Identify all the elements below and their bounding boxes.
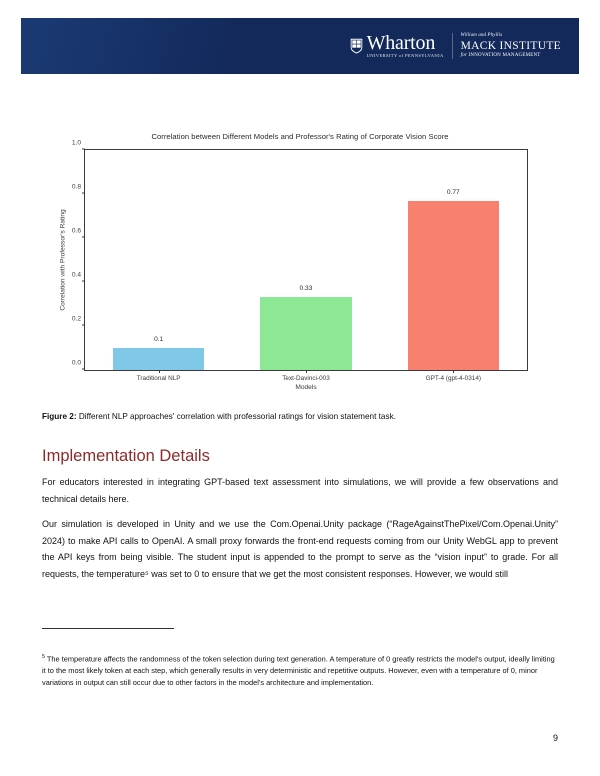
figure-caption [42,411,558,422]
figure-caption-text: Different NLP approaches' correlation with professorial ratings for vision statement task. [76,412,396,421]
x-axis-tick-label: GPT-4 (gpt-4-0314) [425,375,482,382]
footnote-text: The temperature affects the randomness of the token selection during text generation. A temperature of 0 greatly restricts the model's output, ideally limiting it to the most likely token at each step, which generally results in very deterministic and repetitive outputs. However, even with a temperature of 0, minor variations in output can still occur due to other factors in the model's architecture and implementation. [42,654,555,687]
y-axis-tick-mark [82,281,85,282]
mack-tagline-for: for [460,52,468,58]
y-axis-label-holder [50,149,67,371]
y-axis-tick-label: 0.4 [71,271,81,279]
wharton-university-line: UNIVERSITY of PENNSYLVANIA [366,53,444,59]
y-axis-tick-mark [82,369,85,370]
mack-donor-line: William and Phyllis [460,33,503,39]
page-header-band [21,18,579,74]
y-axis-tick-mark [82,325,85,326]
y-axis-tick-label: 0.6 [71,227,81,235]
footnote-marker: 5 [42,654,45,660]
x-axis-tick-label: Traditional NLP [136,375,181,382]
chart-bar-value-label: 0.1 [154,336,164,343]
mack-institute-logo [461,34,561,58]
institution-logo [350,33,561,59]
y-axis-tick-mark [82,149,85,150]
footnote-separator [42,628,174,629]
x-axis-tick-label: Text-Davinci-003 [282,375,330,382]
y-axis-tick-label: 0.8 [71,183,81,191]
footnote-5 [42,652,558,688]
page-number: 9 [552,733,558,743]
y-axis-tick-mark [82,237,85,238]
section-heading-implementation-details: Implementation Details [42,447,210,465]
chart-title: Correlation between Different Models and Professor's Rating of Corporate Vision Score [151,132,449,141]
mack-tagline [461,53,561,58]
figure-2-chart [42,132,558,400]
wharton-logo [350,33,444,59]
chart-bar-slot [85,150,232,370]
y-axis-tick-label: 1.0 [71,139,81,147]
wharton-wordmark: Wharton [366,32,436,55]
y-axis-tick-label: 0.2 [71,315,81,323]
y-axis-tick-label: 0.0 [71,359,81,367]
x-axis-label: Models [295,384,317,391]
penn-shield-icon [350,38,363,54]
chart-bar-slot [232,150,379,370]
chart-bar-value-label: 0.77 [446,188,460,196]
chart-bar [260,285,351,370]
x-axis-tick-mark [453,370,454,373]
y-axis-label: Correlation with Professor's Rating [59,209,67,311]
body-paragraph-2: Our simulation is developed in Unity and we use the Com.Openai.Unity package (“RageAgainstThePixel/Com.Openai.Unity” 2024) to make API calls to OpenAI. A small proxy forwards the front-end requests coming from our Unity WebGL app to prevent the API keys from being visible. The student input is appended to the prompt to serve as the “vision input” to grade. For all requests, the temperature⁵ was set to 0 to ensure that we get the most consistent responses. However, we would still [42,519,558,579]
body-paragraph-1: For educators interested in integrating GPT-based text assessment into simulations, we will provide a few observations and technical details here. [42,477,558,504]
chart-bar-value-label: 0.33 [299,285,313,293]
x-axis-tick-mark [306,370,307,373]
logo-divider [452,33,453,59]
chart-bars [85,150,527,370]
chart-bar [113,336,204,370]
mack-wordmark: MACK INSTITUTE [460,39,561,52]
chart-bar [408,188,499,370]
mack-tagline-rest: INNOVATION MANAGEMENT [467,52,541,58]
y-axis-tick-mark [82,193,85,194]
figure-caption-label: Figure 2: [42,412,77,421]
x-axis-tick-mark [159,370,160,373]
chart-bar-slot [380,150,527,370]
chart-plot-area [71,139,528,382]
